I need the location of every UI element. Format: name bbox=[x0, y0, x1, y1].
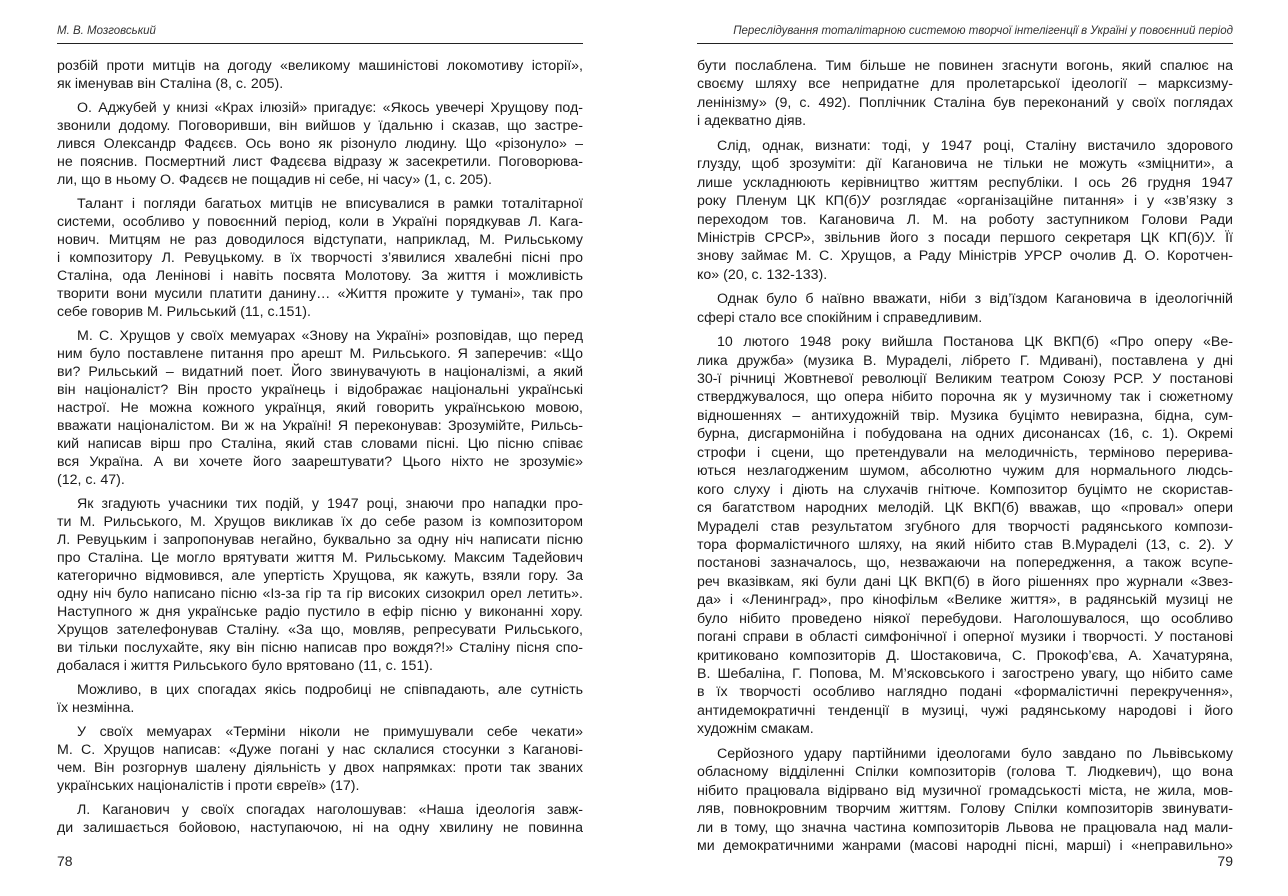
paragraph bbox=[697, 57, 1233, 131]
text-line: знову займає М. С. Хрущов, а Раду Міністрів УРСР очолив Д. О. Коротчен- bbox=[697, 248, 1233, 265]
paragraph bbox=[57, 723, 583, 795]
text-line: ди залишається бойовою, наступаючою, ні на одну хвилину не повинна bbox=[57, 820, 583, 836]
text-line: 30-ї річниці Жовтневої революції Великим театром Союзу РСР. У постанові bbox=[697, 371, 1233, 387]
page-number: 78 bbox=[57, 853, 73, 869]
text-line: ти М. Рильського, М. Хрущов викликав їх до себе разом із композитором bbox=[57, 514, 583, 530]
text-line: да» і «Ленинград», про кінофільм «Велике життя», в радянській музиці не bbox=[697, 592, 1233, 609]
text-line: ли, що в ньому О. Фадєєв не пощадив ні себе, ні часу» (1, с. 205). bbox=[57, 172, 492, 188]
text-line: творити вони мусили платити данину… «Життя прожите у тумані», так про bbox=[57, 286, 583, 302]
text-line: Наступного ж дня українське радіо пустило в ефір пісню у виконанні хору. bbox=[57, 604, 583, 620]
text-line: в їх творчості особливо наглядно подані «формалістичні перекручення», bbox=[697, 684, 1233, 701]
page-body bbox=[697, 57, 1233, 861]
text-line: ним було поставлене питання про арешт М. Рильського. Я заперечив: «Що bbox=[57, 346, 583, 362]
text-line: лише ускладнюють керівництво життям республіки. І ось 26 грудня 1947 bbox=[697, 174, 1233, 191]
paragraph bbox=[57, 801, 583, 837]
text-line: Можливо, в цих спогадах якісь подробиці не співпадають, але сутність bbox=[77, 682, 583, 698]
text-line: розбій проти митців на догоду «великому машиністові локомотиву історії», bbox=[57, 58, 583, 74]
text-line: вважати націоналістом. Ви ж на Україні! Я переконував: Зрозумійте, Рильсь- bbox=[57, 418, 583, 434]
text-line: антидемократичні тенденції в музиці, чужі радянському народові і його bbox=[697, 702, 1233, 719]
text-line: як іменував він Сталіна (8, с. 205). bbox=[57, 76, 284, 92]
paragraph bbox=[697, 137, 1233, 285]
text-line: було нібито проведено ніякої перебудови. Наголошувалося, що особливо bbox=[697, 610, 1233, 627]
text-line: ми демократичними жанрами (масові народні пісні, марші) і «неправильно» bbox=[697, 837, 1233, 854]
text-line: про Сталіна. Це могло врятувати життя М. Рильському. Максим Тадейович bbox=[57, 550, 583, 566]
paragraph bbox=[57, 495, 583, 675]
text-line: У своїх мемуарах «Терміни ніколи не примушували себе чекати» bbox=[77, 724, 583, 740]
text-line: стверджувалося, що опера нібито порочна як у музичному так і сюжетному bbox=[697, 389, 1233, 406]
paragraph bbox=[57, 57, 583, 93]
text-line: нібито працювала відірвано від музичної громадськості міста, не жила, мов- bbox=[697, 782, 1233, 799]
text-line: Л. Ревуцьким і запропонував негайно, буквально за одну ніч написати пісню bbox=[57, 532, 583, 548]
text-line: ли в тому, що значна частина композиторів Львова не працювала над мали- bbox=[697, 819, 1233, 836]
text-line: ко» (20, с. 132-133). bbox=[697, 266, 828, 283]
text-line: (12, с. 47). bbox=[57, 472, 125, 488]
right-page bbox=[697, 0, 1233, 896]
text-line: вся Україна. А ви хочете його заарештувати? Цього ніхто не зрозуміє» bbox=[57, 454, 583, 470]
text-line: Хрущов зателефонував Сталіну. «За що, мовляв, репресувати Рильського, bbox=[57, 622, 583, 638]
text-line: їх незмінна. bbox=[57, 700, 135, 716]
text-line: ленінізму» (9, с. 492). Поплічник Сталіна був переконаний у своїх поглядах bbox=[697, 94, 1233, 111]
text-line: добалася і життя Рильського було врятовано (11, с. 151). bbox=[57, 658, 434, 674]
text-line: О. Аджубей у книзі «Крах ілюзій» пригадує: «Якось увечері Хрущову под- bbox=[77, 100, 583, 116]
text-line: року Пленум ЦК КП(б)У розглядає «організаційне питання» і у «зв’язку з bbox=[697, 193, 1233, 210]
text-line: художнім смакам. bbox=[697, 721, 814, 738]
text-line: Сталіна, ода Ленінові і навіть посвята Молотову. За життя і можливість bbox=[57, 268, 583, 284]
text-line: нович. Митцям не раз доводилося відступати, наприклад, М. Рильському bbox=[57, 232, 583, 248]
page-body bbox=[57, 57, 583, 843]
paragraph bbox=[57, 681, 583, 717]
text-line: В. Шебаліна, Г. Попова, М. М’ясковського і загострено увагу, що нібито саме bbox=[697, 666, 1233, 682]
text-line: кого слуху і діють на слухачів гнітюче. Композитор буцімто не скористав- bbox=[697, 481, 1233, 498]
text-line: не пояснив. Посмертний лист Фадєєва відразу ж засекретили. Поговорюва- bbox=[57, 154, 583, 170]
text-line: 10 лютого 1948 року вийшла Постанова ЦК ВКП(б) «Про оперу «Ве- bbox=[717, 334, 1233, 351]
text-line: Серйозного удару партійними ідеологами було завдано по Львівському bbox=[717, 745, 1233, 762]
text-line: критиковано композиторів Д. Шостаковича, С. Прокоф’єва, А. Хачатуряна, bbox=[697, 647, 1233, 664]
text-line: кий написав вірш про Сталіна, який став словами пісні. Цю пісню співає bbox=[57, 436, 583, 452]
text-line: ви тільки послухайте, яку він пісню написав про вождя?!» Сталіну пісня спо- bbox=[57, 640, 583, 656]
text-line: він націоналіст? Він просто українець і відображає національні українські bbox=[57, 382, 583, 398]
text-line: системи, особливо у повоєнний період, коли в Україні порядкував Л. Кага- bbox=[57, 214, 583, 230]
paragraph bbox=[57, 327, 583, 489]
text-line: бути послаблена. Тим більше не повинен згаснути вогонь, який спалює на bbox=[697, 58, 1233, 74]
text-line: чем. Він розгорнув шалену діяльність у двох напрямках: проти так званих bbox=[57, 760, 583, 776]
text-line: Слід, однак, визнати: тоді, у 1947 році, Сталіну вистачило здорового bbox=[717, 137, 1233, 154]
running-head-title: Переслідування тоталітарною системою творчої інтелігенції в Україні у повоєнний період bbox=[697, 25, 1233, 44]
text-line: Л. Каганович у своїх спогадах наголошував: «Наша ідеологія завж- bbox=[77, 802, 583, 818]
text-line: своєму шляху все непридатне для пролетарської ідеології – марксизму- bbox=[697, 76, 1233, 93]
paragraph bbox=[57, 195, 583, 321]
paragraph bbox=[697, 333, 1233, 739]
text-line: тора формалістичного шляху, на який нібито став В.Мураделі (13, с. 2). У bbox=[697, 536, 1233, 553]
text-line: ляв, повнокровним творчим життям. Голову Спілки композиторів звинувати- bbox=[697, 801, 1233, 818]
text-line: глузду, щоб зрозуміти: дії Кагановича не тільки не можуть «зміцнити», а bbox=[697, 156, 1233, 173]
text-line: Однак було б наївно вважати, ніби з від’їздом Кагановича в ідеологічній bbox=[717, 291, 1233, 308]
text-line: звонили додому. Поговоривши, він вийшов у їдальню і сказав, що застре- bbox=[57, 118, 583, 134]
text-line: лився Олександр Фадєєв. Ось воно як різонуло людину. Що «різонуло» – bbox=[57, 136, 583, 152]
text-line: реч вказівкам, які були дані ЦК ВКП(б) в його рішеннях про журнали «Звез- bbox=[697, 573, 1233, 590]
text-line: переходом тов. Кагановича Л. М. на роботу заступником Голови Ради bbox=[697, 211, 1233, 228]
text-line: постанові зазначалось, що, незважаючи на попередження, а також всупе- bbox=[697, 555, 1233, 572]
text-line: категорично відмовився, але упертість Хрущова, як кажуть, взяли гору. За bbox=[57, 568, 583, 584]
text-line: і композитору Л. Ревуцькому. в їх творчості з’явилися хвалебні пісні про bbox=[57, 250, 583, 266]
text-line: ються незлагодженим шумом, абсолютно чужим для нормального людсь- bbox=[697, 463, 1233, 480]
text-line: лика дружба» (музика В. Мураделі, лібрето Г. Мдивані), поставлена у дні bbox=[697, 352, 1233, 369]
running-head-author: М. В. Мозговський bbox=[57, 25, 583, 44]
text-line: сфері стало все спокійним і справедливим. bbox=[697, 309, 983, 326]
text-line: обласному відділенні Спілки композиторів (голова Т. Людкевич), що вона bbox=[697, 764, 1233, 781]
paragraph bbox=[697, 290, 1233, 327]
text-line: ся багатством народних мелодій. ЦК ВКП(б) вважав, що «провал» опери bbox=[697, 500, 1233, 517]
text-line: одну ніч було написано пісню «Із-за гір та гір високих сизокрил орел летить». bbox=[57, 586, 583, 602]
paragraph bbox=[57, 99, 583, 189]
text-line: Талант і погляди багатьох митців не вписувалися в рамки тоталітарної bbox=[77, 196, 583, 212]
text-line: відношеннях – антихудожній твір. Музика буцімто невиразна, бідна, сум- bbox=[697, 407, 1233, 424]
text-line: і адекватно діяв. bbox=[697, 113, 807, 130]
text-line: Мураделі став результатом згубного для творчості радянського компози- bbox=[697, 518, 1233, 535]
text-line: строфи і сцени, що претендували на мелодичність, терміново перерива- bbox=[697, 444, 1233, 461]
text-line: себе говорив М. Рильський (11, с.151). bbox=[57, 304, 311, 320]
left-page bbox=[57, 0, 583, 896]
paragraph bbox=[697, 745, 1233, 856]
text-line: українських націоналістів і проти євреїв» (17). bbox=[57, 778, 360, 794]
text-line: настрої. Не можна кожного українця, який говорить українською мовою, bbox=[57, 400, 583, 416]
text-line: ви? Рильський – видатний поет. Його звинувачують в націоналізмі, а який bbox=[57, 364, 583, 380]
text-line: М. С. Хрущов у своїх мемуарах «Знову на Україні» розповідав, що перед bbox=[77, 328, 583, 344]
page-number: 79 bbox=[1217, 853, 1233, 869]
text-line: погані справи в області симфонічної і оперної музики і творчості. У постанові bbox=[697, 629, 1233, 646]
text-line: М. С. Хрущов написав: «Дуже погані у нас склалися стосунки з Кагановi- bbox=[57, 742, 583, 758]
text-line: Міністрів СРСР», звільнив його з посади першого секретаря ЦК КП(б)У. Її bbox=[697, 229, 1233, 246]
text-line: бурна, дисгармонійна і побудована на одних дисонансах (16, с. 1). Окремі bbox=[697, 426, 1233, 443]
text-line: Як згадують учасники тих подій, у 1947 році, знаючи про нападки про- bbox=[77, 496, 583, 512]
